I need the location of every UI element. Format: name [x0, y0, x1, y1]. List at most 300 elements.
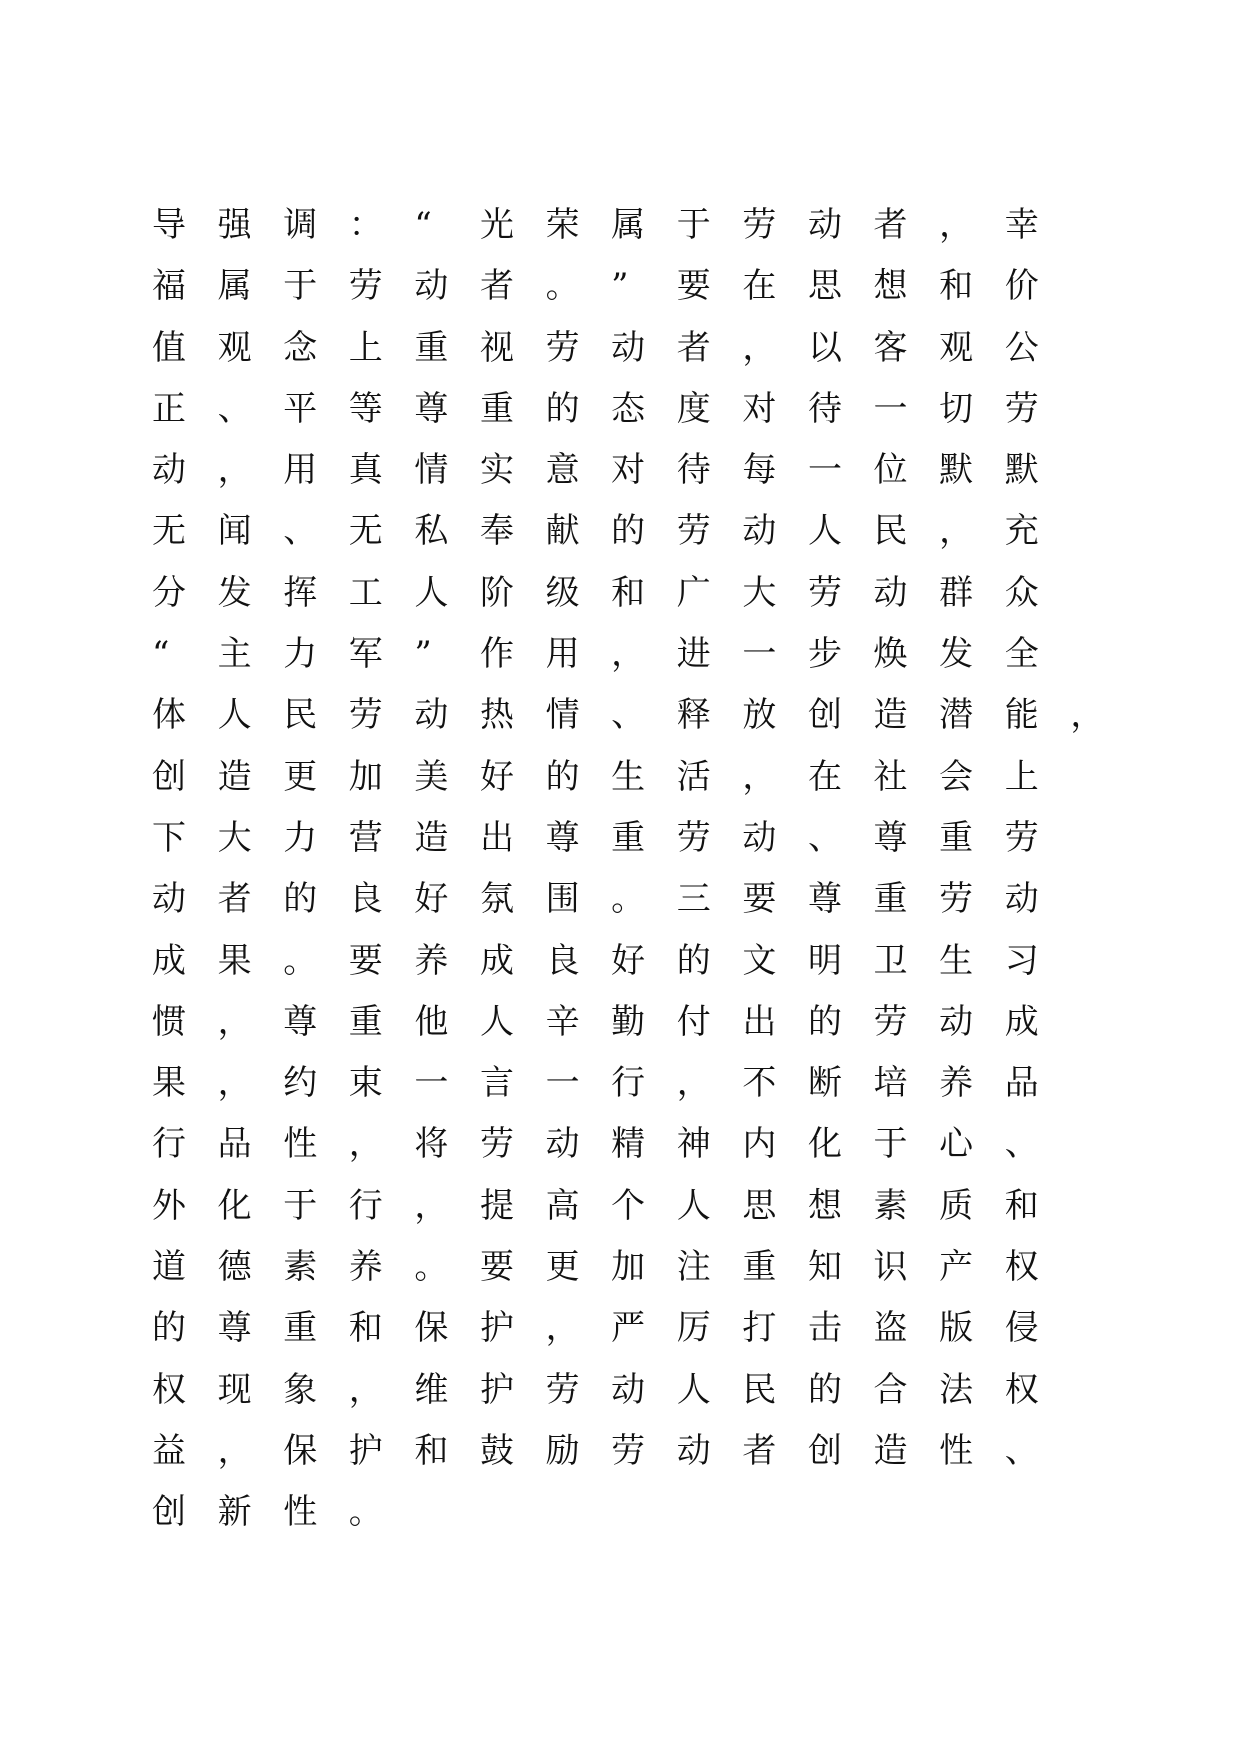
text-char: 下 [152, 817, 186, 858]
text-char: 厉 [676, 1308, 711, 1349]
text-char: 束 [348, 1063, 383, 1104]
text-char: 质 [939, 1185, 974, 1226]
text-char: 广 [676, 572, 711, 613]
text-char: 道 [152, 1247, 186, 1288]
text-char: 者 [676, 327, 711, 368]
text-char: 权 [152, 1369, 186, 1410]
text-char: 惯 [152, 1001, 186, 1042]
text-char: 的 [807, 1369, 842, 1410]
text-char: 一 [807, 450, 842, 491]
text-char: 人 [676, 1369, 711, 1410]
text-char: 劳 [348, 695, 383, 736]
text-char: 明 [807, 940, 842, 981]
text-char: ” [414, 634, 432, 675]
text-char: 更 [545, 1247, 580, 1288]
text-char: 付 [676, 1001, 711, 1042]
text-line [152, 266, 1152, 327]
text-char: 品 [217, 1124, 252, 1165]
text-char: 、 [1004, 1124, 1039, 1165]
text-char: 动 [676, 1430, 711, 1471]
text-char: 社 [873, 756, 908, 797]
text-char: 分 [152, 572, 186, 613]
text-char: 情 [414, 450, 449, 491]
text-line [152, 1002, 1152, 1063]
text-char: 击 [807, 1308, 842, 1349]
text-char: 值 [152, 327, 186, 368]
text-char: 产 [939, 1247, 974, 1288]
text-char: 放 [742, 695, 777, 736]
text-char: 果 [217, 940, 252, 981]
text-char: 每 [742, 450, 777, 491]
text-char: 强 [217, 205, 252, 245]
text-char: 现 [217, 1369, 252, 1410]
text-char: 良 [348, 879, 383, 920]
text-line [152, 1308, 1152, 1369]
text-char: 性 [283, 1124, 318, 1165]
text-char: 的 [611, 511, 646, 552]
text-char: 能 [1004, 695, 1039, 736]
text-char: 创 [152, 756, 186, 797]
text-char: 劳 [545, 327, 580, 368]
text-char: 和 [414, 1430, 449, 1471]
text-char: 。 [283, 940, 318, 981]
text-char: 性 [283, 1492, 318, 1533]
text-char: 保 [414, 1308, 449, 1349]
text-line [152, 450, 1152, 511]
text-char: ， [545, 1308, 580, 1349]
text-char: 生 [611, 756, 646, 797]
text-char: 以 [807, 327, 842, 368]
text-char: 人 [479, 1001, 514, 1042]
text-char: 释 [676, 695, 711, 736]
text-char: 阶 [479, 572, 514, 613]
text-char: ： [348, 205, 383, 245]
text-char: 约 [283, 1063, 318, 1104]
text-char: 待 [807, 388, 842, 429]
text-char: 于 [283, 1185, 318, 1226]
text-char: 的 [807, 1001, 842, 1042]
text-char: 发 [217, 572, 252, 613]
text-char: 动 [152, 450, 186, 491]
text-char: ， [676, 1063, 711, 1104]
text-char: 焕 [873, 634, 908, 675]
text-char: 位 [873, 450, 908, 491]
text-char: 劳 [939, 879, 974, 920]
text-char: 重 [939, 817, 974, 858]
text-char: 卫 [873, 940, 908, 981]
text-char: 和 [939, 266, 974, 307]
text-char: 养 [348, 1247, 383, 1288]
text-line [152, 1124, 1152, 1185]
text-char: 一 [545, 1063, 580, 1104]
text-char: 将 [414, 1124, 449, 1165]
text-char: 重 [611, 817, 646, 858]
text-char: “ [152, 634, 170, 675]
text-char: 的 [676, 940, 711, 981]
text-char: 造 [873, 695, 908, 736]
text-char: 注 [676, 1247, 711, 1288]
text-char: 神 [676, 1124, 711, 1165]
text-char: 鼓 [479, 1430, 514, 1471]
text-char: 行 [348, 1185, 383, 1226]
text-char: 、 [1004, 1430, 1039, 1471]
text-char: 化 [217, 1185, 252, 1226]
text-char: 公 [1004, 327, 1039, 368]
text-line [152, 941, 1152, 1002]
text-char: 重 [348, 1001, 383, 1042]
text-char: 养 [414, 940, 449, 981]
text-char: 象 [283, 1369, 318, 1410]
text-char: 外 [152, 1185, 186, 1226]
text-char: 默 [1004, 450, 1039, 491]
text-char: 献 [545, 511, 580, 552]
text-char: 好 [479, 756, 514, 797]
text-char: 习 [1004, 940, 1039, 981]
text-char: 维 [414, 1369, 449, 1410]
text-char: 加 [348, 756, 383, 797]
text-char: 用 [545, 634, 580, 675]
text-char: 高 [545, 1185, 580, 1226]
text-char: 侵 [1004, 1308, 1039, 1349]
text-char: 热 [479, 695, 514, 736]
text-char: “ [414, 205, 432, 245]
text-char: 活 [676, 756, 711, 797]
text-char: 作 [479, 634, 514, 675]
text-char: 重 [873, 879, 908, 920]
text-char: 的 [545, 388, 580, 429]
text-char: 盗 [873, 1308, 908, 1349]
text-char: 的 [545, 756, 580, 797]
text-char: 切 [939, 388, 974, 429]
text-char: ， [742, 327, 777, 368]
text-char: 打 [742, 1308, 777, 1349]
text-char: 文 [742, 940, 777, 981]
text-char: 要 [348, 940, 383, 981]
text-char: 重 [479, 388, 514, 429]
text-char: 出 [742, 1001, 777, 1042]
text-line [152, 1431, 1152, 1492]
text-char: 客 [873, 327, 908, 368]
text-char: 挥 [283, 572, 318, 613]
text-char: 潜 [939, 695, 974, 736]
text-char: 劳 [676, 817, 711, 858]
text-char: 他 [414, 1001, 449, 1042]
text-char: 成 [152, 940, 186, 981]
text-char: 私 [414, 511, 449, 552]
text-char: 版 [939, 1308, 974, 1349]
text-char: 。 [545, 266, 580, 307]
text-char: 意 [545, 450, 580, 491]
text-char: 体 [152, 695, 186, 736]
text-char: ， [217, 1001, 252, 1042]
text-char: 和 [348, 1308, 383, 1349]
text-line [152, 328, 1152, 389]
text-char: 劳 [1004, 388, 1039, 429]
text-char: 情 [545, 695, 580, 736]
text-char: 观 [939, 327, 974, 368]
text-char: 造 [414, 817, 449, 858]
text-char: 者 [479, 266, 514, 307]
text-char: 化 [807, 1124, 842, 1165]
text-char: 要 [479, 1247, 514, 1288]
text-char: 动 [807, 205, 842, 245]
text-char: 一 [873, 388, 908, 429]
text-char: 闻 [217, 511, 252, 552]
text-char: 在 [742, 266, 777, 307]
text-char: 、 [611, 695, 646, 736]
text-char: 上 [1004, 756, 1039, 797]
text-char: 加 [611, 1247, 646, 1288]
text-char: 的 [152, 1308, 186, 1349]
text-char: 于 [283, 266, 318, 307]
text-char: 光 [479, 205, 514, 245]
text-char: 幸 [1004, 205, 1039, 245]
text-char: 无 [348, 511, 383, 552]
text-char: 、 [807, 817, 842, 858]
text-char: 劳 [742, 205, 777, 245]
text-char: 动 [611, 327, 646, 368]
text-char: 进 [676, 634, 711, 675]
text-char: 好 [611, 940, 646, 981]
text-char: 人 [217, 695, 252, 736]
text-char: 实 [479, 450, 514, 491]
text-char: 三 [676, 879, 711, 920]
text-char: 奉 [479, 511, 514, 552]
text-char: 主 [217, 634, 252, 675]
text-line [152, 1247, 1152, 1308]
text-char: 思 [742, 1185, 777, 1226]
text-line [152, 695, 1152, 756]
text-char: 人 [807, 511, 842, 552]
text-char: 新 [217, 1492, 252, 1533]
text-char: 军 [348, 634, 383, 675]
text-char: 属 [611, 205, 646, 245]
text-char: 会 [939, 756, 974, 797]
text-char: ， [414, 1185, 449, 1226]
text-char: 。 [611, 879, 646, 920]
text-char: 众 [1004, 572, 1039, 613]
text-char: 识 [873, 1247, 908, 1288]
text-char: 知 [807, 1247, 842, 1288]
text-char: 上 [348, 327, 383, 368]
text-char: 动 [873, 572, 908, 613]
text-line [152, 573, 1152, 634]
text-char: 成 [479, 940, 514, 981]
text-char: 素 [283, 1247, 318, 1288]
body-text [152, 205, 1152, 1554]
text-char: 劳 [1004, 817, 1039, 858]
text-char: 创 [807, 1430, 842, 1471]
text-char: 发 [939, 634, 974, 675]
text-char: 等 [348, 388, 383, 429]
text-char: 想 [873, 266, 908, 307]
text-line [152, 1186, 1152, 1247]
text-char: 对 [611, 450, 646, 491]
text-char: 重 [283, 1308, 318, 1349]
text-char: 民 [742, 1369, 777, 1410]
text-char: 民 [873, 511, 908, 552]
text-char: ” [611, 266, 629, 307]
text-char: 导 [152, 205, 186, 245]
text-char: 尊 [217, 1308, 252, 1349]
text-char: 勤 [611, 1001, 646, 1042]
text-char: 护 [479, 1308, 514, 1349]
text-char: 级 [545, 572, 580, 613]
text-char: 提 [479, 1185, 514, 1226]
text-char: 行 [152, 1124, 186, 1165]
text-char: 大 [217, 817, 252, 858]
text-char: 动 [1004, 879, 1039, 920]
text-char: 更 [283, 756, 318, 797]
text-char: 真 [348, 450, 383, 491]
text-char: 权 [1004, 1369, 1039, 1410]
text-char: 默 [939, 450, 974, 491]
text-char: 福 [152, 266, 186, 307]
text-char: 劳 [348, 266, 383, 307]
text-char: 动 [414, 266, 449, 307]
text-char: 在 [807, 756, 842, 797]
text-char: 重 [414, 327, 449, 368]
text-char: 尊 [873, 817, 908, 858]
text-char: 好 [414, 879, 449, 920]
text-char: 和 [1004, 1185, 1039, 1226]
text-char: 于 [676, 205, 711, 245]
text-char: 思 [807, 266, 842, 307]
text-char: 素 [873, 1185, 908, 1226]
text-char: 、 [217, 388, 252, 429]
text-char: 创 [152, 1492, 186, 1533]
text-char: 动 [152, 879, 186, 920]
text-char: 力 [283, 634, 318, 675]
text-char: 生 [939, 940, 974, 981]
text-char: 内 [742, 1124, 777, 1165]
text-char: 和 [611, 572, 646, 613]
text-char: 氛 [479, 879, 514, 920]
text-char: 待 [676, 450, 711, 491]
text-line [152, 511, 1152, 572]
text-char: 于 [873, 1124, 908, 1165]
text-char: 尊 [807, 879, 842, 920]
text-char: 营 [348, 817, 383, 858]
text-char: 成 [1004, 1001, 1039, 1042]
text-char: ， [217, 450, 252, 491]
text-char: 言 [479, 1063, 514, 1104]
text-char: 权 [1004, 1247, 1039, 1288]
text-char: 想 [807, 1185, 842, 1226]
text-char: 者 [873, 205, 908, 245]
text-line [152, 818, 1152, 879]
text-char: 荣 [545, 205, 580, 245]
text-char: 品 [1004, 1063, 1039, 1104]
text-char: ， [939, 511, 974, 552]
text-char: 尊 [545, 817, 580, 858]
text-char: 培 [873, 1063, 908, 1104]
text-char: 合 [873, 1369, 908, 1410]
text-char: 劳 [807, 572, 842, 613]
text-line [152, 1492, 1152, 1553]
text-char: 一 [742, 634, 777, 675]
text-char: 用 [283, 450, 318, 491]
text-char: 视 [479, 327, 514, 368]
text-char: 劳 [545, 1369, 580, 1410]
text-char: 围 [545, 879, 580, 920]
text-char: 对 [742, 388, 777, 429]
text-char: 的 [283, 879, 318, 920]
text-char: 者 [742, 1430, 777, 1471]
text-char: ， [939, 205, 974, 245]
text-line [152, 1063, 1152, 1124]
text-char: 果 [152, 1063, 186, 1104]
text-char: 护 [479, 1369, 514, 1410]
text-char: 德 [217, 1247, 252, 1288]
text-char: 步 [807, 634, 842, 675]
text-char: ， [217, 1063, 252, 1104]
text-char: 调 [283, 205, 318, 245]
text-char: 力 [283, 817, 318, 858]
text-char: 念 [283, 327, 318, 368]
text-char: 要 [676, 266, 711, 307]
text-char: 工 [348, 572, 383, 613]
text-char: 观 [217, 327, 252, 368]
text-char: 人 [414, 572, 449, 613]
text-char: 群 [939, 572, 974, 613]
text-char: 属 [217, 266, 252, 307]
text-char: 良 [545, 940, 580, 981]
text-char: 充 [1004, 511, 1039, 552]
text-char: ， [348, 1369, 383, 1410]
text-char: 、 [283, 511, 318, 552]
text-line [152, 1370, 1152, 1431]
text-char: 劳 [873, 1001, 908, 1042]
text-char: 价 [1004, 266, 1039, 307]
text-char: 保 [283, 1430, 318, 1471]
text-char: 重 [742, 1247, 777, 1288]
text-char: 创 [807, 695, 842, 736]
text-char: 出 [479, 817, 514, 858]
text-char: 心 [939, 1124, 974, 1165]
text-char: 动 [742, 511, 777, 552]
text-char: 护 [348, 1430, 383, 1471]
text-line [152, 634, 1152, 695]
text-char: ， [1070, 695, 1105, 736]
text-char: 者 [217, 879, 252, 920]
text-char: 辛 [545, 1001, 580, 1042]
text-char: 正 [152, 388, 186, 429]
text-char: 尊 [414, 388, 449, 429]
text-char: 劳 [611, 1430, 646, 1471]
text-line [152, 879, 1152, 940]
text-char: 劳 [676, 511, 711, 552]
text-line [152, 389, 1152, 450]
text-line [152, 205, 1152, 266]
text-char: 性 [939, 1430, 974, 1471]
text-char: 民 [283, 695, 318, 736]
text-char: 养 [939, 1063, 974, 1104]
text-char: 动 [742, 817, 777, 858]
text-char: 尊 [283, 1001, 318, 1042]
text-char: 造 [217, 756, 252, 797]
text-char: 动 [414, 695, 449, 736]
text-char: 态 [611, 388, 646, 429]
text-char: 全 [1004, 634, 1039, 675]
text-char: 大 [742, 572, 777, 613]
text-char: 断 [807, 1063, 842, 1104]
text-char: 行 [611, 1063, 646, 1104]
text-char: 法 [939, 1369, 974, 1410]
text-char: 励 [545, 1430, 580, 1471]
text-char: ， [348, 1124, 383, 1165]
text-char: 。 [348, 1492, 383, 1533]
